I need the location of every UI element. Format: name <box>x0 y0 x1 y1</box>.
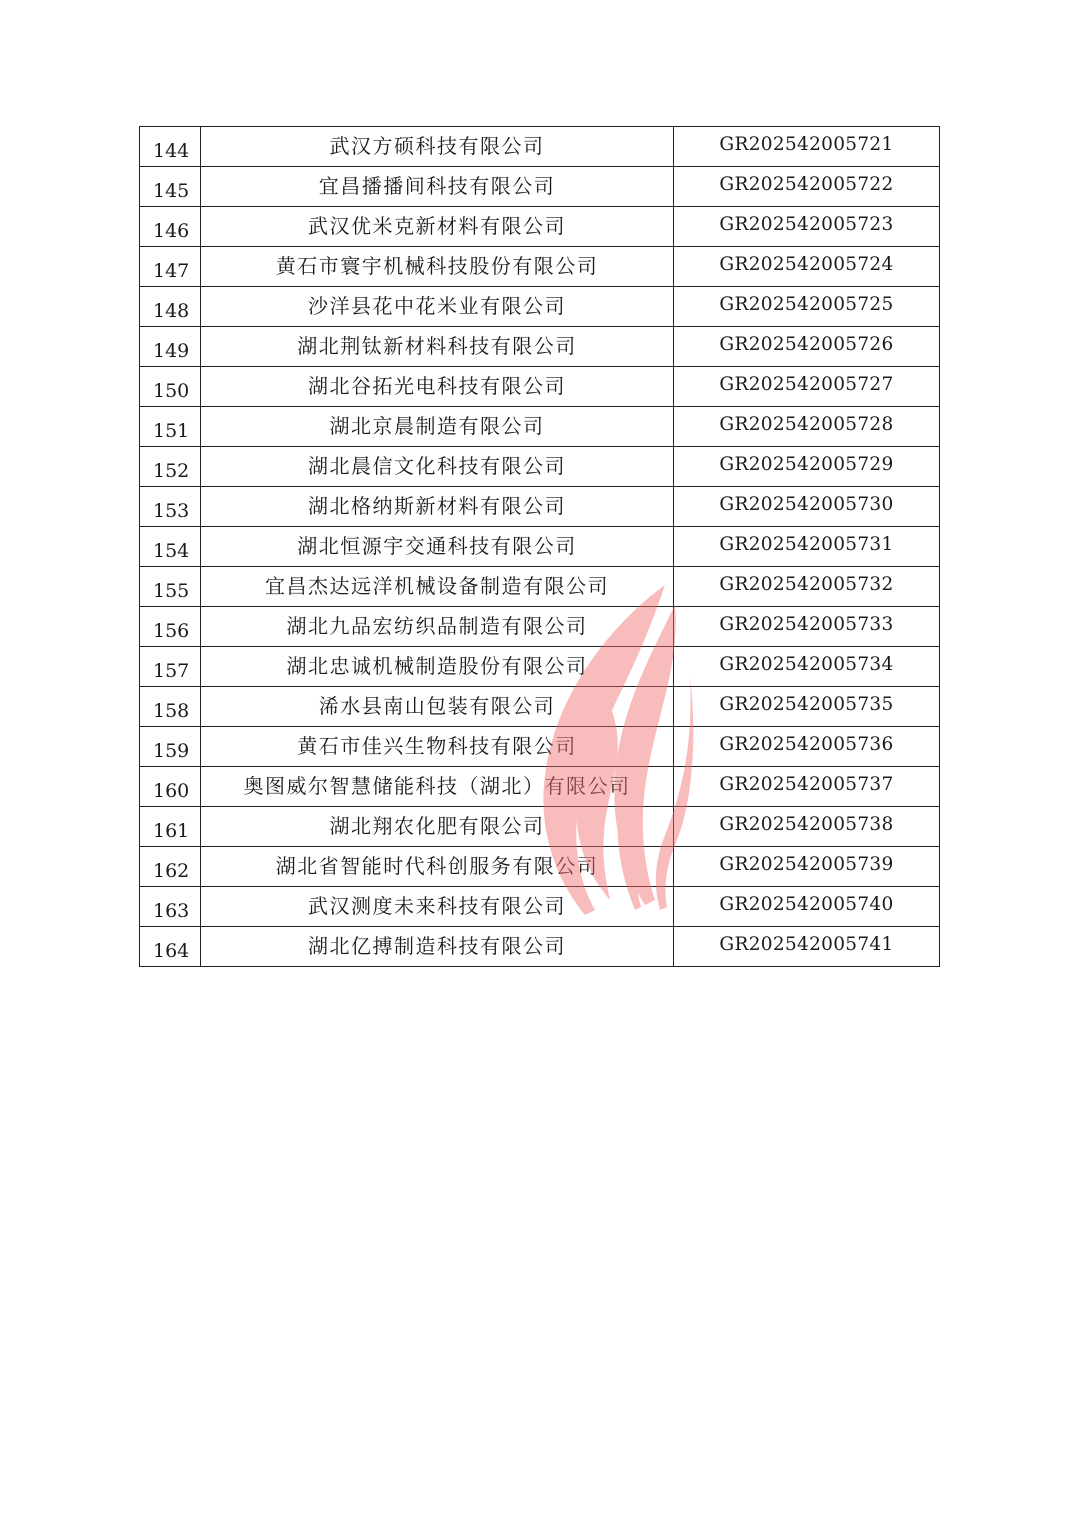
company-name: 黄石市佳兴生物科技有限公司 <box>201 727 674 767</box>
certificate-code: GR202542005722 <box>674 167 940 207</box>
company-name: 湖北九品宏纺织品制造有限公司 <box>201 607 674 647</box>
table-row <box>140 647 940 687</box>
table-row <box>140 127 940 167</box>
company-name: 宜昌播播间科技有限公司 <box>201 167 674 207</box>
certificate-code: GR202542005728 <box>674 407 940 447</box>
row-number: 153 <box>140 487 201 527</box>
certificate-code: GR202542005737 <box>674 767 940 807</box>
row-number: 147 <box>140 247 201 287</box>
table-row <box>140 927 940 967</box>
table-row <box>140 807 940 847</box>
company-name: 黄石市寰宇机械科技股份有限公司 <box>201 247 674 287</box>
company-name: 武汉优米克新材料有限公司 <box>201 207 674 247</box>
table-row <box>140 767 940 807</box>
row-number: 151 <box>140 407 201 447</box>
certificate-code: GR202542005739 <box>674 847 940 887</box>
row-number: 158 <box>140 687 201 727</box>
company-name: 湖北翔农化肥有限公司 <box>201 807 674 847</box>
table-row <box>140 687 940 727</box>
certificate-code: GR202542005735 <box>674 687 940 727</box>
table-body <box>140 127 940 967</box>
row-number: 146 <box>140 207 201 247</box>
certificate-code: GR202542005724 <box>674 247 940 287</box>
table-row <box>140 607 940 647</box>
row-number: 157 <box>140 647 201 687</box>
company-name: 宜昌杰达远洋机械设备制造有限公司 <box>201 567 674 607</box>
certificate-code: GR202542005723 <box>674 207 940 247</box>
row-number: 161 <box>140 807 201 847</box>
certificate-code: GR202542005729 <box>674 447 940 487</box>
table-row <box>140 887 940 927</box>
row-number: 145 <box>140 167 201 207</box>
certificate-code: GR202542005726 <box>674 327 940 367</box>
company-name: 湖北亿搏制造科技有限公司 <box>201 927 674 967</box>
table-row <box>140 447 940 487</box>
certificate-code: GR202542005741 <box>674 927 940 967</box>
company-name: 浠水县南山包装有限公司 <box>201 687 674 727</box>
company-name: 奥图威尔智慧储能科技（湖北）有限公司 <box>201 767 674 807</box>
row-number: 152 <box>140 447 201 487</box>
row-number: 160 <box>140 767 201 807</box>
row-number: 164 <box>140 927 201 967</box>
row-number: 154 <box>140 527 201 567</box>
certificate-code: GR202542005731 <box>674 527 940 567</box>
row-number: 144 <box>140 127 201 167</box>
certificate-code: GR202542005721 <box>674 127 940 167</box>
row-number: 148 <box>140 287 201 327</box>
company-name: 湖北格纳斯新材料有限公司 <box>201 487 674 527</box>
certificate-code: GR202542005730 <box>674 487 940 527</box>
row-number: 159 <box>140 727 201 767</box>
company-name: 湖北忠诚机械制造股份有限公司 <box>201 647 674 687</box>
table-row <box>140 487 940 527</box>
company-name: 武汉测度未来科技有限公司 <box>201 887 674 927</box>
certificate-code: GR202542005740 <box>674 887 940 927</box>
table-row <box>140 207 940 247</box>
table-row <box>140 167 940 207</box>
table-row <box>140 247 940 287</box>
certificate-code: GR202542005738 <box>674 807 940 847</box>
company-name: 湖北恒源宇交通科技有限公司 <box>201 527 674 567</box>
company-name: 武汉方硕科技有限公司 <box>201 127 674 167</box>
row-number: 150 <box>140 367 201 407</box>
table-row <box>140 327 940 367</box>
row-number: 163 <box>140 887 201 927</box>
certificate-code: GR202542005732 <box>674 567 940 607</box>
table-row <box>140 407 940 447</box>
company-name: 湖北荆钛新材料科技有限公司 <box>201 327 674 367</box>
table-row <box>140 567 940 607</box>
company-table <box>139 126 940 967</box>
company-name: 湖北晨信文化科技有限公司 <box>201 447 674 487</box>
row-number: 156 <box>140 607 201 647</box>
certificate-code: GR202542005725 <box>674 287 940 327</box>
certificate-code: GR202542005733 <box>674 607 940 647</box>
row-number: 149 <box>140 327 201 367</box>
company-name: 湖北省智能时代科创服务有限公司 <box>201 847 674 887</box>
table-row <box>140 367 940 407</box>
company-name: 湖北京晨制造有限公司 <box>201 407 674 447</box>
certificate-code: GR202542005727 <box>674 367 940 407</box>
table-row <box>140 287 940 327</box>
row-number: 162 <box>140 847 201 887</box>
company-name: 湖北谷拓光电科技有限公司 <box>201 367 674 407</box>
certificate-code: GR202542005736 <box>674 727 940 767</box>
table-row <box>140 847 940 887</box>
table-row <box>140 527 940 567</box>
row-number: 155 <box>140 567 201 607</box>
table-row <box>140 727 940 767</box>
company-name: 沙洋县花中花米业有限公司 <box>201 287 674 327</box>
certificate-code: GR202542005734 <box>674 647 940 687</box>
